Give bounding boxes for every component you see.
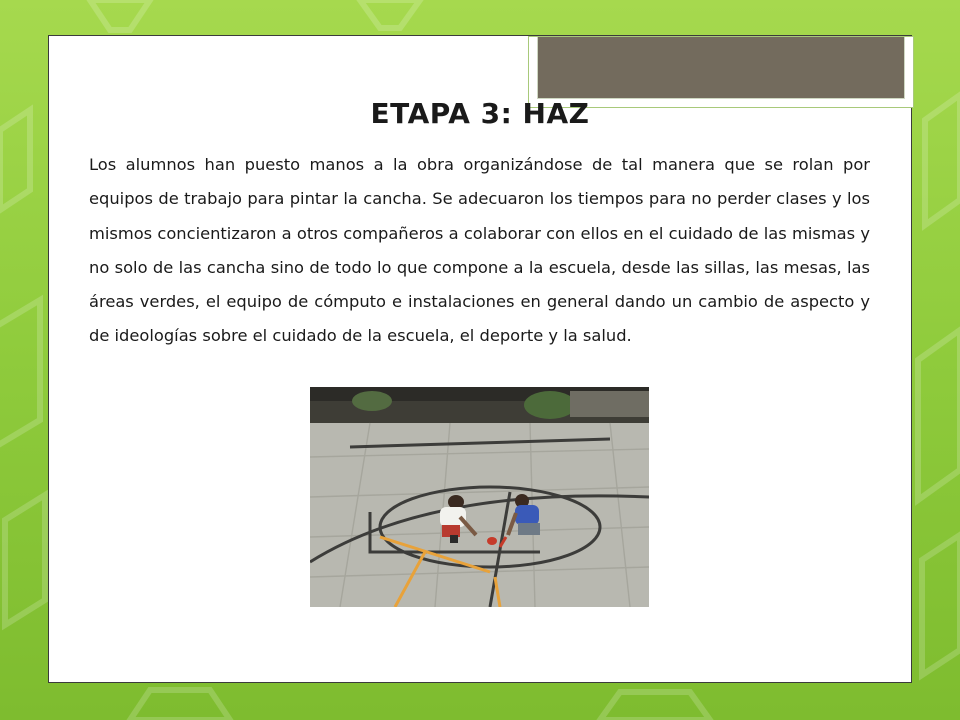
slide-heading: ETAPA 3: HAZ xyxy=(370,97,590,130)
court-painting-photo xyxy=(310,387,649,607)
photo-illustration xyxy=(310,387,649,607)
slide-body-text: Los alumnos han puesto manos a la obra organizándose de tal manera que se rolan por equipos de trabajo para pintar la cancha. Se adecuaron los tiempos para no perder clases y los mismos concientizaron a otros compañeros a colaborar con ellos en el cuidado de las mismas y no solo de las cancha sino de todo lo que compone a la escuela, desde las sillas, las mesas, las áreas verdes, el equipo de cómputo e instalaciones en general dando un cambio de aspecto y de ideologías sobre el cuidado de la escuela, el deporte y la salud. xyxy=(89,155,870,346)
title-bar xyxy=(537,37,905,99)
